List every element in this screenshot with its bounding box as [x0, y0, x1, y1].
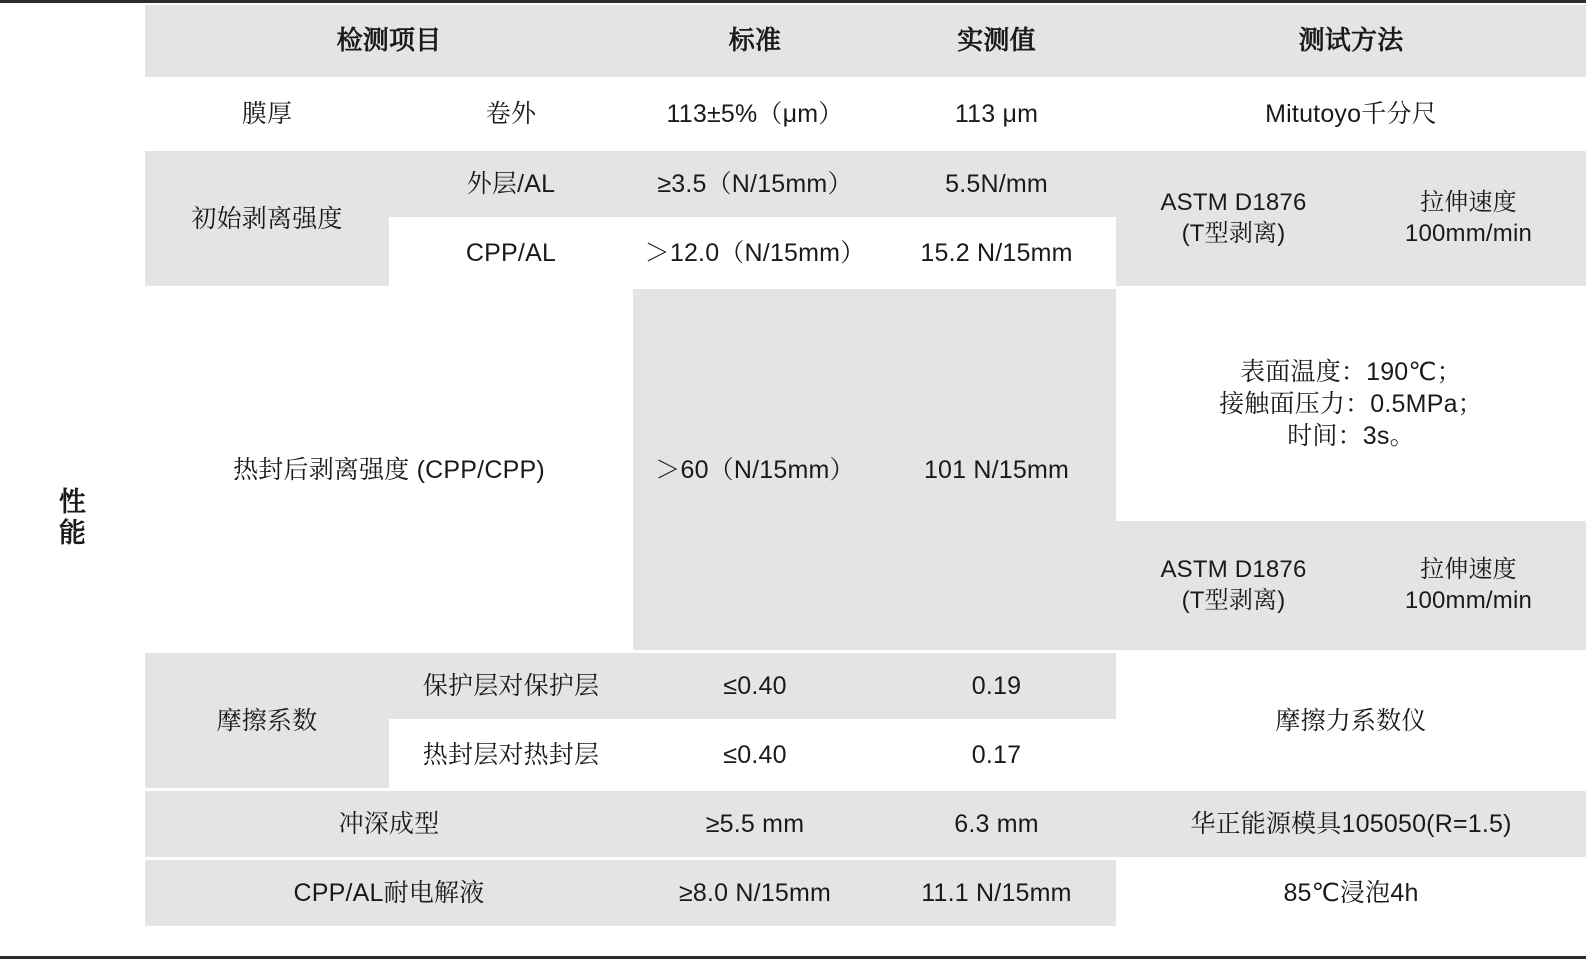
row-heatseal-method-conditions: 表面温度：190℃； 接触面压力：0.5MPa； 时间：3s。 [1116, 289, 1586, 518]
row-friction-standard-protective: ≤0.40 [633, 653, 877, 719]
row-heatseal-standard: ＞60（N/15mm） [633, 289, 877, 650]
row-deepdraw-measured: 6.3 mm [877, 791, 1116, 857]
row-initial-peel-method-speed: 拉伸速度 100mm/min [1351, 151, 1586, 286]
row-electrolyte-method: 85℃浸泡4h [1116, 860, 1586, 926]
column-header-method: 测试方法 [1116, 5, 1586, 77]
row-initial-peel-measured-outer: 5.5N/mm [877, 151, 1116, 217]
row-deepdraw-name: 冲深成型 [145, 791, 633, 857]
row-friction-measured-sealant: 0.17 [877, 722, 1116, 788]
row-heatseal-method-speed: 拉伸速度 100mm/min [1351, 521, 1586, 650]
column-header-item: 检测项目 [145, 5, 633, 77]
table-top-rule [0, 0, 1586, 3]
row-friction-name: 摩擦系数 [145, 653, 389, 788]
row-initial-peel-sub-outer: 外层/AL [389, 151, 633, 217]
column-header-standard: 标准 [633, 5, 877, 77]
column-header-measured: 实测值 [877, 5, 1116, 77]
row-friction-sub-protective: 保护层对保护层 [389, 653, 633, 719]
row-initial-peel-method-standard: ASTM D1876 (T型剥离) [1116, 151, 1351, 286]
row-heatseal-method-standard: ASTM D1876 (T型剥离) [1116, 521, 1351, 650]
row-friction-measured-protective: 0.19 [877, 653, 1116, 719]
category-performance: 性 能 [0, 80, 145, 956]
row-heatseal-measured: 101 N/15mm [877, 289, 1116, 650]
row-friction-standard-sealant: ≤0.40 [633, 722, 877, 788]
row-thickness-sub: 卷外 [389, 80, 633, 148]
row-deepdraw-standard: ≥5.5 mm [633, 791, 877, 857]
row-electrolyte-standard: ≥8.0 N/15mm [633, 860, 877, 926]
row-thickness-method: Mitutoyo千分尺 [1116, 80, 1586, 148]
row-friction-method: 摩擦力系数仪 [1116, 653, 1586, 788]
row-deepdraw-method: 华正能源模具105050(R=1.5) [1116, 791, 1586, 857]
row-heatseal-name: 热封后剥离强度 (CPP/CPP) [145, 289, 633, 650]
row-initial-peel-standard-cpp: ＞12.0（N/15mm） [633, 220, 877, 286]
row-initial-peel-measured-cpp: 15.2 N/15mm [877, 220, 1116, 286]
row-electrolyte-name: CPP/AL耐电解液 [145, 860, 633, 926]
row-friction-sub-sealant: 热封层对热封层 [389, 722, 633, 788]
row-initial-peel-standard-outer: ≥3.5（N/15mm） [633, 151, 877, 217]
row-thickness-measured: 113 μm [877, 80, 1116, 148]
row-thickness-name: 膜厚 [145, 80, 389, 148]
row-initial-peel-name: 初始剥离强度 [145, 151, 389, 286]
row-thickness-standard: 113±5%（μm） [633, 80, 877, 148]
row-electrolyte-measured: 11.1 N/15mm [877, 860, 1116, 926]
row-initial-peel-sub-cpp: CPP/AL [389, 220, 633, 286]
